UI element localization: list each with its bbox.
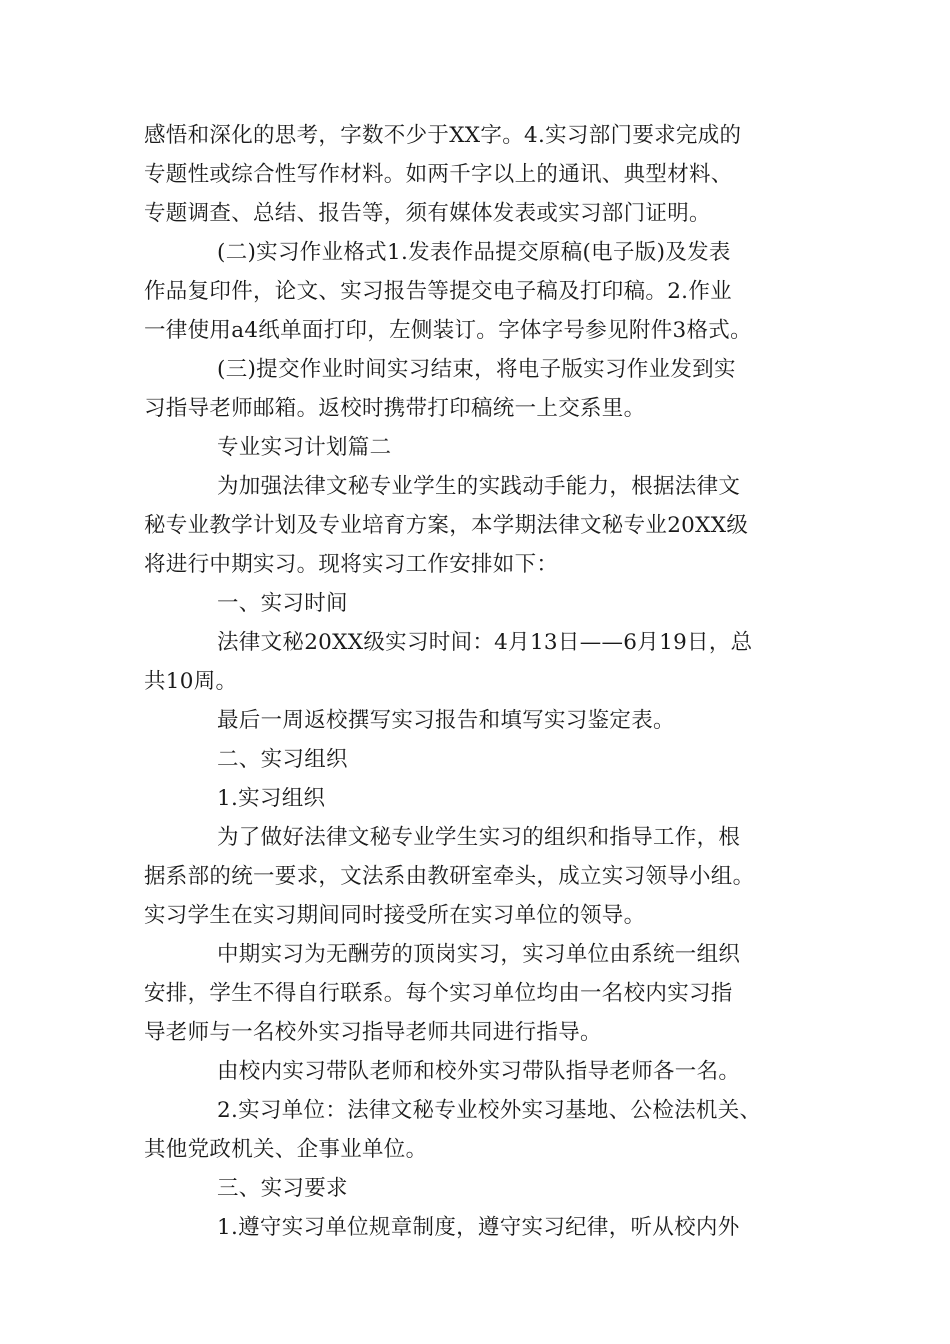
text-line: 安排，学生不得自行联系。每个实习单位均由一名校内实习指	[144, 981, 733, 1006]
section-heading: 专业实习计划篇二	[217, 435, 392, 460]
text-line: 据系部的统一要求，文法系由教研室牵头，成立实习领导小组。	[144, 864, 755, 889]
text-line: (二)实习作业格式1.发表作品提交原稿(电子版)及发表	[217, 240, 731, 265]
subsection-heading: 1.实习组织	[217, 786, 326, 811]
text-line: 其他党政机关、企事业单位。	[144, 1137, 428, 1162]
text-line: 共10周。	[144, 669, 238, 694]
text-line: (三)提交作业时间实习结束，将电子版实习作业发到实	[217, 357, 736, 382]
text-line: 一律使用a4纸单面打印，左侧装订。字体字号参见附件3格式。	[144, 318, 752, 343]
text-line: 为加强法律文秘专业学生的实践动手能力，根据法律文	[217, 474, 741, 499]
text-line: 1.遵守实习单位规章制度，遵守实习纪律，听从校内外	[217, 1215, 740, 1240]
section-heading: 三、实习要求	[217, 1176, 348, 1201]
section-heading: 二、实习组织	[217, 747, 348, 772]
text-line: 专题调查、总结、报告等，须有媒体发表或实习部门证明。	[144, 201, 711, 226]
text-line: 为了做好法律文秘专业学生实习的组织和指导工作，根	[217, 825, 741, 850]
section-heading: 一、实习时间	[217, 591, 348, 616]
text-line: 作品复印件，论文、实习报告等提交电子稿及打印稿。2.作业	[144, 279, 732, 304]
text-line: 感悟和深化的思考，字数不少于XX字。4.实习部门要求完成的	[144, 123, 742, 148]
document-body	[144, 116, 808, 1247]
text-line: 实习学生在实习期间同时接受所在实习单位的领导。	[144, 903, 646, 928]
text-line: 秘专业教学计划及专业培育方案，本学期法律文秘专业20XX级	[144, 513, 749, 538]
text-line: 法律文秘20XX级实习时间：4月13日——6月19日，总	[217, 630, 753, 655]
text-line: 导老师与一名校外实习指导老师共同进行指导。	[144, 1020, 602, 1045]
text-line: 将进行中期实习。现将实习工作安排如下：	[144, 552, 559, 577]
text-line: 由校内实习带队老师和校外实习带队指导老师各一名。	[217, 1059, 741, 1084]
text-line: 2.实习单位：法律文秘专业校外实习基地、公检法机关、	[217, 1098, 762, 1123]
text-line: 中期实习为无酬劳的顶岗实习，实习单位由系统一组织	[217, 942, 741, 967]
text-line: 最后一周返校撰写实习报告和填写实习鉴定表。	[217, 708, 675, 733]
text-line: 专题性或综合性写作材料。如两千字以上的通讯、典型材料、	[144, 162, 733, 187]
text-line: 习指导老师邮箱。返校时携带打印稿统一上交系里。	[144, 396, 646, 421]
